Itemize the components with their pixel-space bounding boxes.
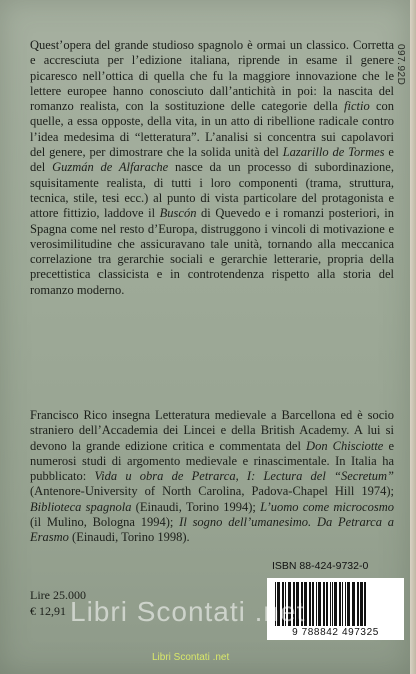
book-description (30, 38, 394, 298)
italic-title: L’uomo come microcosmo (260, 499, 394, 514)
barcode-bar (318, 582, 321, 626)
watermark-small: Libri Scontati .net (152, 652, 230, 663)
barcode-bar (330, 582, 331, 626)
barcode-bar (332, 582, 333, 626)
italic-title: Lazarillo de Tormes (282, 145, 385, 160)
barcode-digits: 9 788842 497325 (292, 627, 379, 638)
text-run: (Antenore-University of North Carolina, Padova-Chapel Hill 1974); (30, 484, 394, 499)
barcode-bar (339, 582, 341, 626)
text-run: e del (30, 145, 394, 175)
text-run: Francisco Rico insegna Letteratura medievale a Barcellona ed è socio straniero dell’Accademia dei Lincei e della British Academy. A lui si devono la grande edizione critica e commentata del (30, 408, 394, 453)
barcode-bar (364, 582, 366, 626)
description-paragraph (30, 38, 394, 298)
text-run: con quelle, a essa opposte, della vita, in un atto di ribellione radicale contro l’idea medesima di “letteratura”. L’analisi si concentra sui capolavori del genere, per dimostrare che la solida unità del (30, 99, 394, 160)
barcode-bar (323, 582, 325, 626)
italic-title: Buscón (159, 206, 197, 221)
text-run: e numerosi studi di argomento medievale e rinascimentale. In Italia ha pubblicato: (30, 438, 394, 484)
price-lire: Lire 25.000 (30, 588, 86, 602)
catalog-code: 097.92D (395, 44, 406, 86)
biography-paragraph (30, 408, 394, 546)
barcode-bar (326, 582, 328, 626)
barcode-bar (334, 582, 337, 626)
barcode-bar (352, 582, 355, 626)
italic-title: Il sogno dell’umanesimo. Da Petrarca a Erasmo (30, 515, 395, 545)
italic-title: fictio (344, 99, 370, 114)
barcode-bar (347, 582, 350, 626)
barcode-bar (345, 582, 346, 626)
spine-edge (410, 0, 416, 674)
price-euro: € 12,91 (30, 604, 66, 618)
text-run: Quest’opera del grande studioso spagnolo è ormai un classico. Corretta e accresciuta per l’edizione italiana, riprende in esame il genere picaresco nell’ottica di quella che fu la maggiore innovazione che le lettere europee hanno conosciuto dall’antichità in poi: la nascita del romanzo realista, con la sostituzione delle categorie della (30, 38, 394, 114)
author-biography (30, 408, 394, 546)
barcode-bar (342, 582, 343, 626)
text-run: di Quevedo e i romanzi posteriori, in Spagna come nel resto d’Europa, distruggono i vincoli di motivazione e verosimilitudine che assicuravano tale unità, tornando alla meccanica correlazione tra gerarchie sociali e gerarchie letterarie, propria della precettistica classicista e in controtendenza rispetto alla storia del romanzo moderno. (30, 206, 394, 297)
text-run: (Einaudi, Torino 1998). (68, 530, 190, 545)
text-run: (il Mulino, Bologna 1994); (30, 515, 180, 530)
barcode-bar (360, 582, 363, 626)
barcode-bar (357, 582, 359, 626)
italic-title: Don Chisciotte (306, 438, 384, 453)
text-run: (Einaudi, Torino 1994); (131, 499, 261, 514)
italic-title: Vida u obra de Petrarca, I: Lectura del “Secretum” (94, 469, 394, 484)
barcode-bar (309, 582, 311, 626)
watermark: Libri Scontati .net (70, 596, 306, 627)
barcode-bar (312, 582, 314, 626)
italic-title: Guzmán de Alfarache (52, 160, 169, 175)
barcode-bar (316, 582, 317, 626)
text-run: nasce da un processo di subordinazione, squisitamente realista, di tutti i loro componenti (trama, struttura, tecnica, stile, tesi ecc.) al punto di vista particolare del protagonista e attore fittizio, laddove il (30, 160, 394, 221)
italic-title: Biblioteca spagnola (30, 499, 132, 514)
isbn-label: ISBN 88-424-9732-0 (272, 560, 369, 572)
